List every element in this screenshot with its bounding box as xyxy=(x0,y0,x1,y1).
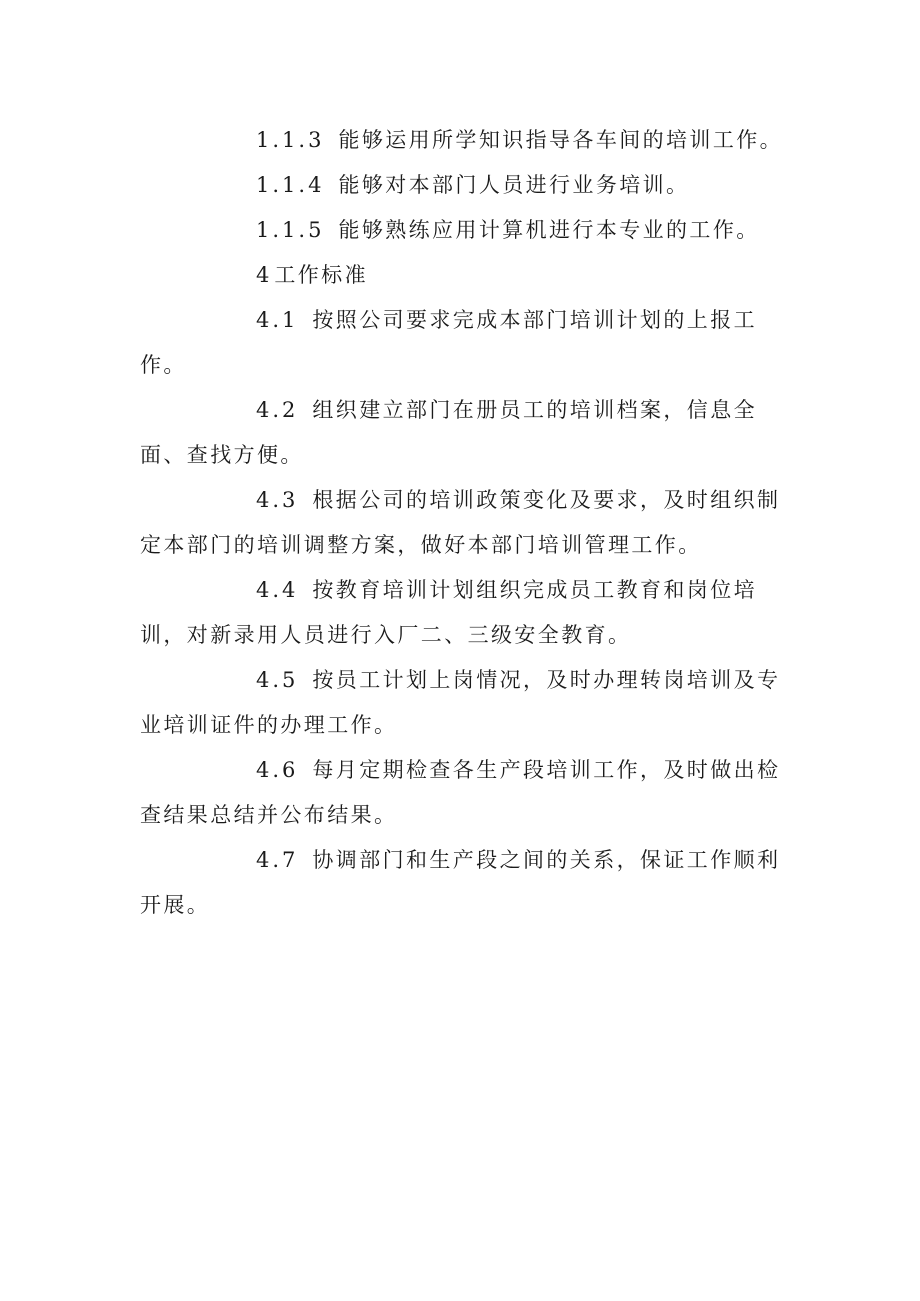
paragraph-4-7 xyxy=(140,838,800,928)
clause-text: 每月定期检查各生产段培训工作，及时做出检查结果总结并公布结果。 xyxy=(140,758,781,827)
clause-number: 4.4 xyxy=(256,578,299,602)
paragraph-4-5 xyxy=(140,658,800,748)
clause-number: 4.5 xyxy=(256,668,299,692)
clause-number: 1.1.5 xyxy=(256,218,325,242)
clause-number: 4.6 xyxy=(256,758,299,782)
section-number: 4 xyxy=(256,263,273,287)
clause-text: 能够运用所学知识指导各车间的培训工作。 xyxy=(338,128,784,152)
document-body xyxy=(140,118,800,928)
clause-text: 能够对本部门人员进行业务培训。 xyxy=(338,173,690,197)
clause-text: 按员工计划上岗情况，及时办理转岗培训及专业培训证件的办理工作。 xyxy=(140,668,781,737)
clause-text: 能够熟练应用计算机进行本专业的工作。 xyxy=(338,218,760,242)
paragraph-4-6 xyxy=(140,748,800,838)
clause-number: 4.3 xyxy=(256,488,299,512)
clause-text: 根据公司的培训政策变化及要求，及时组织制定本部门的培训调整方案，做好本部门培训管理工作。 xyxy=(140,488,781,557)
clause-text: 按照公司要求完成本部门培训计划的上报工作。 xyxy=(140,308,758,377)
clause-number: 1.1.3 xyxy=(256,128,325,152)
paragraph-1-1-3 xyxy=(140,118,800,163)
paragraph-1-1-4 xyxy=(140,163,800,208)
section-title: 工作标准 xyxy=(274,263,368,287)
clause-number: 4.2 xyxy=(256,398,299,422)
clause-text: 协调部门和生产段之间的关系，保证工作顺利开展。 xyxy=(140,848,781,917)
paragraph-4-3 xyxy=(140,478,800,568)
paragraph-4-4 xyxy=(140,568,800,658)
clause-number: 4.1 xyxy=(256,308,299,332)
paragraph-1-1-5 xyxy=(140,208,800,253)
paragraph-4-2 xyxy=(140,388,800,478)
clause-number: 1.1.4 xyxy=(256,173,325,197)
paragraph-4-1 xyxy=(140,298,800,388)
clause-number: 4.7 xyxy=(256,848,299,872)
section-heading-4 xyxy=(140,253,800,298)
clause-text: 组织建立部门在册员工的培训档案，信息全面、查找方便。 xyxy=(140,398,758,467)
clause-text: 按教育培训计划组织完成员工教育和岗位培训，对新录用人员进行入厂二、三级安全教育。 xyxy=(140,578,758,647)
